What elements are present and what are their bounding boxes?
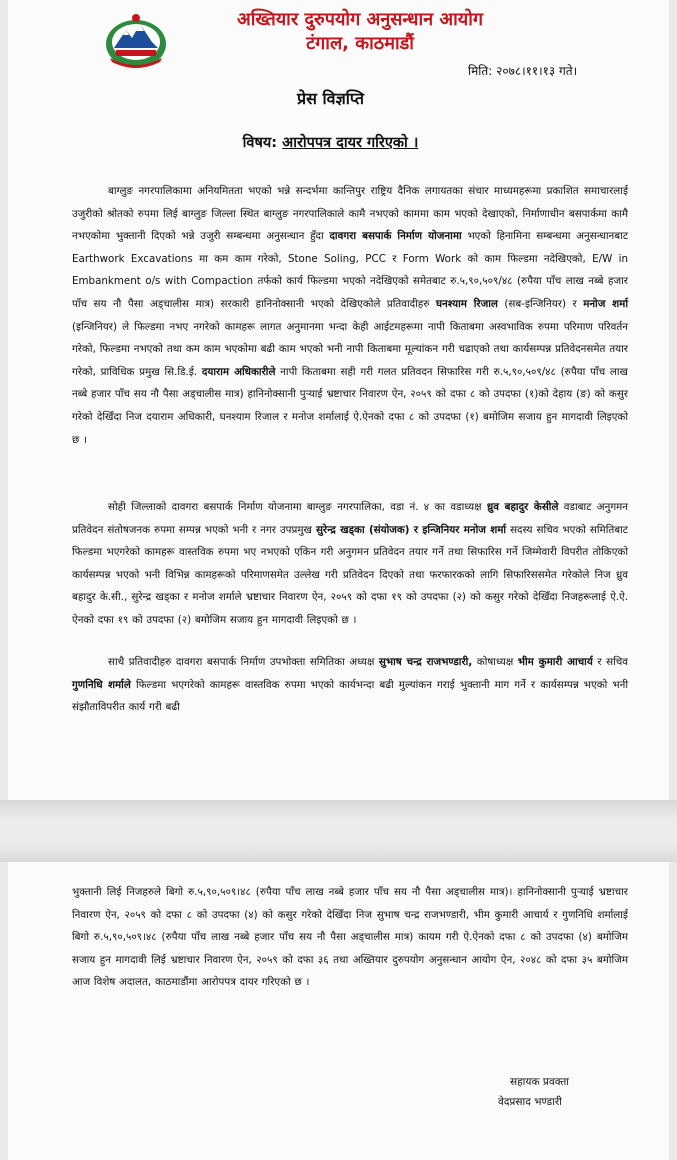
date-row (468, 62, 658, 80)
subject-label: विषय: (242, 135, 278, 151)
subject-value: आरोपपत्र दायर गरिएको । (282, 135, 419, 151)
date-suffix: गते। (558, 64, 578, 78)
paragraph-2: सोही जिल्लाको दावगरा बसपार्क निर्माण योजनामा बाग्लुङ नगरपालिका, वडा नं. ४ का वडाध्यक्ष ध्रुव बहादुर केसीले वडाबाट अनुगमन प्रतिवेदन संतोषजनक रुपमा सम्पन्न भएको भनी र नगर उपप्रमुख सुरेन्द्र खड्का (संयोजक) र इन्जिनियर मनोज शर्मा सदस्य सचिव भएको समितिबाट फिल्डमा भएगरेको कामहरू वास्तविक रुपमा भए नभएको एकिन गरी अनुगमन प्रतिवेदन तयार गर्ने तथा सिफारिस गर्ने जिम्मेवारी विपरीत तोकिएको कार्यसम्पन्न भएको भनी विभिन्न कामहरूको परिमाणसमेत उल्लेख गरी प्रतिवेदन दिएको तथा फरफारकको लागि सिफारिससमेत गरेकोले निज ध्रुव बहादुर के.सी., सुरेन्द्र खड्का र मनोज शर्माले भ्रष्टाचार निवारण ऐन, २०५९ को दफा १९ को उपदफा (२) को कसुर गरेको देखिँदा निजहरूलाई ऐ.ऐ. ऐनको दफा १९ को उपदफा (२) बमोजिम सजाय हुन मागदावी लिइएको छ । (72, 501, 629, 626)
signatory-role: सहायक प्रवक्ता (510, 1076, 570, 1088)
signatory-name: वेदप्रसाद भण्डारी (498, 1096, 562, 1108)
page-break (0, 800, 677, 862)
paragraph-4: भुक्तानी लिई निजहरुले बिगो रु.५,९०,५०९।४८ (रुपैया पाँच लाख नब्बे हजार पाँच सय नौ पैसा अड्चालीस मात्र)। हानिनोक्सानी पुऱ्याई भ्रष्टाचार निवारण ऐन, २०५९ को दफा ८ को उपदफा (४) को कसुर गरेको देखिँदा निज सुभाष चन्द्र राजभण्डारी, भीम कुमारी आचार्य र गुणनिधि शर्मालाई बिगो रु.५,९०,५०९।४८ (रुपैया पाँच लाख नब्बे हजार पाँच सय नौ पैसा अड्चालीस मात्र) कायम गरी ऐ.ऐनको दफा ८ को उपदफा (४) बमोजिम सजाय हुन मागदावी लिई भ्रष्टाचार निवारण ऐन, २०५९ को दफा ३६ तथा अख्तियार दुरुपयोग अनुसन्धान आयोग ऐन, २०४८ को दफा ३५ बमोजिम आज विशेष अदालत, काठमाडौंमा आरोपपत्र दायर गरिएको छ । (72, 886, 628, 989)
document-title: प्रेस विज्ञप्ति (297, 89, 364, 108)
paragraph-3: साथै प्रतिवादीहरु दावगरा बसपार्क निर्माण उपभोक्ता समितिका अध्यक्ष सुभाष चन्द्र राजभण्डारी, कोषाध्यक्ष भीम कुमारी आचार्य र सचिव गुणनिधि शर्माले फिल्डमा भएगरेको कामहरू वास्तविक रुपमा भएको कार्यभन्दा बढी मुल्यांकन गराई भुक्तानी माग गर्ने र कार्यसम्पन्न भएको भनी संझौताविपरीत कार्य गरी बढी (72, 656, 629, 714)
org-name: अख्तियार दुरुपयोग अनुसन्धान आयोग (236, 9, 484, 30)
paragraph-1: बाग्लुङ नगरपालिकामा अनियमितता भएको भन्ने सन्दर्भमा कान्तिपुर राष्ट्रिय दैनिक लगायतका संचार माध्यमहरूमा प्रकाशित समाचारलाई उजुरीको श्रोतको रुपमा लिई बाग्लुङ जिल्ला स्थित बाग्लुङ नगरपालिकाले कामै नभएको काममा काम भएको देखाएको, निर्माणाधीन बसपार्कमा कामै नभएकोमा भुक्तानी दिएको भन्ने उजुरी सम्बन्धमा अनुसन्धान हुँदा दावगरा बसपार्क निर्माण योजनामा भएको हिनामिना सम्बन्धमा अनुसन्धानबाट Earthwork Excavations मा कम काम गरेको, Stone Soling, PCC र Form Work को काम फिल्डमा नदेखिएको, E/W in Embankment o/s with Compaction तर्फको कार्य फिल्डमा भएको नदेखिएको समेतबाट रु.५,९०,५०९/४८ (रुपैया पाँच लाख नब्बे हजार पाँच सय नौ पैसा अड्चालीस मात्र) सरकारी हानिनोक्सानी भएको देखिएकोले प्रतिवादीहरु घनश्याम रिजाल (सब-इन्जिनियर) र मनोज शर्मा (इन्जिनियर) ले फिल्डमा नभए नगरेको कामहरू लागत अनुमानमा भन्दा केही आईटमहरूमा नापी किताबमा अस्वभाविक रुपमा परिमाण परिवर्तन गरेको, फिल्डमा नभएको तथा कम काम भएकोमा बढी काम भएको भनी नापी किताबमा मूल्यांकन गरी चढाएको तथा कार्यसम्पन्न प्रतिवेदनसमेत तयार गरेको, प्राविधिक प्रमुख सि.डि.ई. दयाराम अधिकारीले नापी किताबमा सही गरी गलत प्रतिवदन सिफारिस गरी रु.५,९०,५०९/४८ (रुपैया पाँच लाख नब्बे हजार पाँच सय नौ पैसा अड्चालीस मात्र) हानिनोक्सानी पुऱ्याई भ्रष्टाचार निवारण ऐन, २०५९ को दफा ८ को उपदफा (१)को देहाय (ङ) को कसुर गरेको देखिँदा निज दयाराम अधिकारी, घनश्याम रिजाल र मनोज शर्मालाई ऐ.ऐनको दफा ८ को उपदफा (१) बमोजिम सजाय हुन मागदावी लिइएको छ । (72, 185, 629, 446)
nepal-emblem-icon (100, 12, 172, 72)
date-value: २०७८।११।१३ (496, 64, 556, 78)
org-place: टंगाल, काठमाडौं (306, 33, 414, 54)
date-label: मिति: (468, 64, 493, 78)
subject-line (0, 133, 661, 153)
